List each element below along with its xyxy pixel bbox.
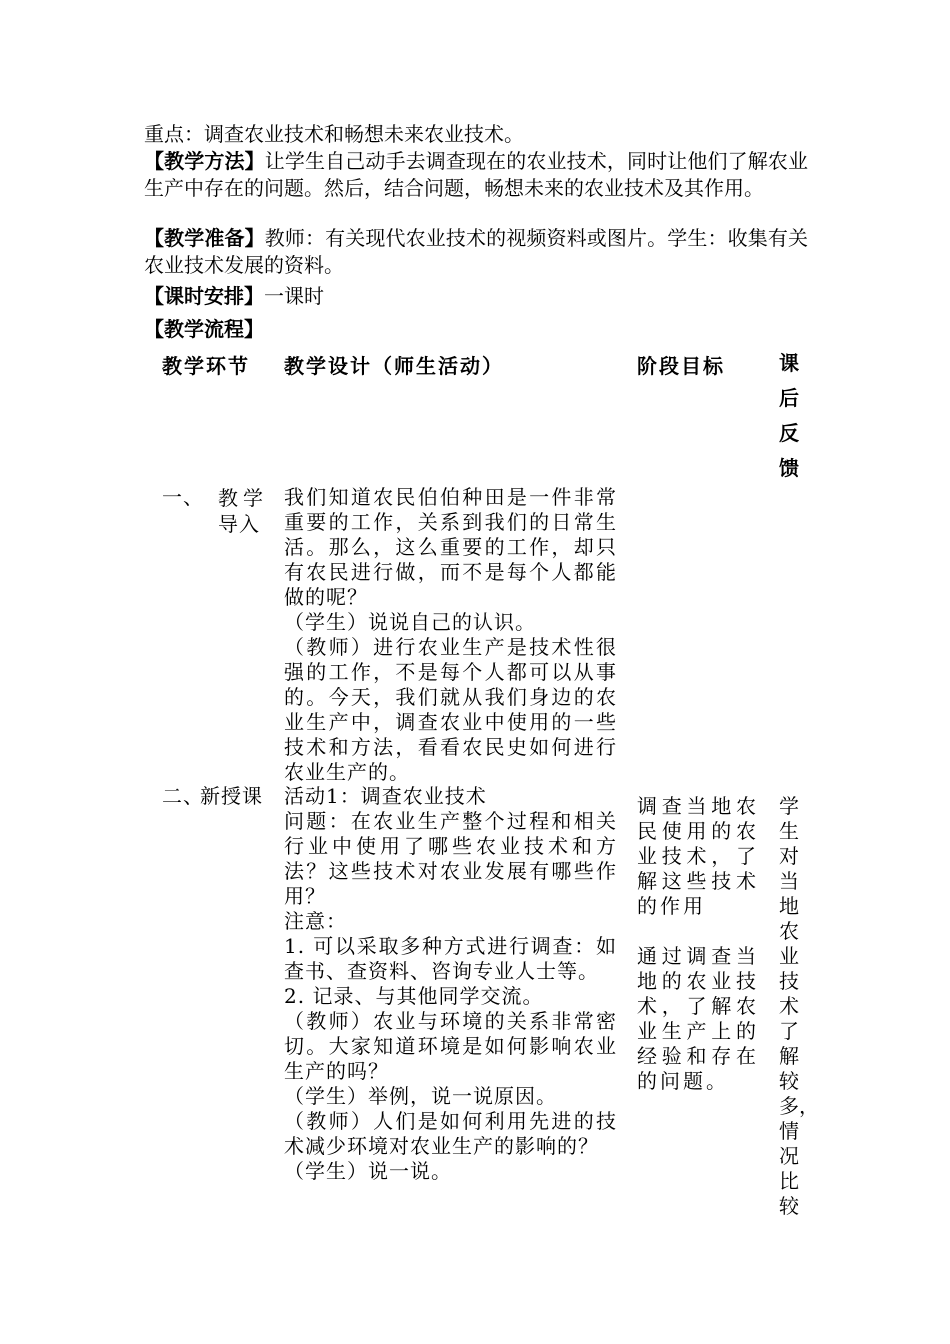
header-stage: 教学环节 — [162, 354, 250, 378]
header-design: 教学设计（师生活动） — [284, 354, 504, 378]
row2-goal-2: 通过调查当地的农业技术，了解农业生产上的经验和存在的问题。 — [637, 944, 759, 1093]
row1-design-teacher: （教师）进行农业生产是技术性很强的工作，不是每个人都可以从事的。今天，我们就从我们身边的农业生产中，调查农业中使用的一些技术和方法，看看农民史如何进行农业生产的。 — [284, 635, 617, 784]
row2-feedback: 学生对当地农业技术了解较多，情况比较 — [779, 794, 819, 1218]
row2-design-teacher-1: （教师）农业与环境的关系非常密切。大家知道环境是如何影响农业生产的吗？ — [284, 1009, 617, 1083]
row1-stage-name: 教学导入 — [218, 486, 264, 536]
schedule-paragraph — [144, 283, 808, 310]
teaching-prep-label: 【教学准备】 — [144, 226, 265, 250]
row1-design-intro: 我们知道农民伯伯种田是一件非常重要的工作，关系到我们的日常生活。那么，这么重要的工作，却只有农民进行做，而不是每个人都能做的呢？ — [284, 485, 617, 609]
row2-design-note-2: 2. 记录、与其他同学交流。 — [284, 984, 544, 1008]
header-feedback: 课后反馈 — [779, 351, 799, 480]
row1-stage-number: 一、 — [162, 485, 204, 509]
row2-design-student-2: （学生）说一说。 — [284, 1159, 452, 1183]
row2-design-activity: 活动1：调查农业技术 — [284, 784, 487, 808]
row2-design-question: 问题：在农业生产整个过程和相关行业中使用了哪些农业技术和方法？这些技术对农业发展有哪些作用？ — [284, 809, 617, 908]
teaching-method-label: 【教学方法】 — [144, 149, 265, 173]
teaching-prep-paragraph — [144, 225, 808, 279]
teaching-prep-text: 教师：有关现代农业技术的视频资料或图片。学生：收集有关农业技术发展的资料。 — [144, 226, 808, 277]
row2-goal-1: 调查当地农民使用的农业技术，了解这些技术的作用 — [637, 794, 759, 918]
flow-heading — [144, 316, 808, 343]
flow-label: 【教学流程】 — [144, 317, 264, 341]
row2-design-note-1: 1. 可以采取多种方式进行调查：如查书、查资料、咨询专业人士等。 — [284, 934, 617, 983]
row1-design-student: （学生）说说自己的认识。 — [284, 610, 536, 634]
header-goal: 阶段目标 — [637, 354, 725, 378]
row2-design — [284, 784, 617, 1184]
teaching-method-paragraph — [144, 148, 808, 202]
row2-goal — [637, 794, 759, 1094]
row2-design-student-1: （学生）举例，说一说原因。 — [284, 1084, 557, 1108]
teaching-method-text: 让学生自己动手去调查现在的农业技术，同时让他们了解农业生产中存在的问题。然后，结合问题，畅想未来的农业技术及其作用。 — [144, 149, 808, 200]
row2-design-teacher-2: （教师）人们是如何利用先进的技术减少环境对农业生产的影响的？ — [284, 1109, 617, 1158]
schedule-label: 【课时安排】 — [144, 284, 264, 308]
row2-stage-name: 新授课 — [200, 784, 263, 808]
schedule-text: 一课时 — [264, 284, 324, 308]
row2-design-note-label: 注意： — [284, 909, 347, 933]
row2-stage-number: 二、 — [162, 784, 204, 808]
row1-design — [284, 485, 617, 785]
key-point-line: 重点：调查农业技术和畅想未来农业技术。 — [144, 122, 524, 146]
